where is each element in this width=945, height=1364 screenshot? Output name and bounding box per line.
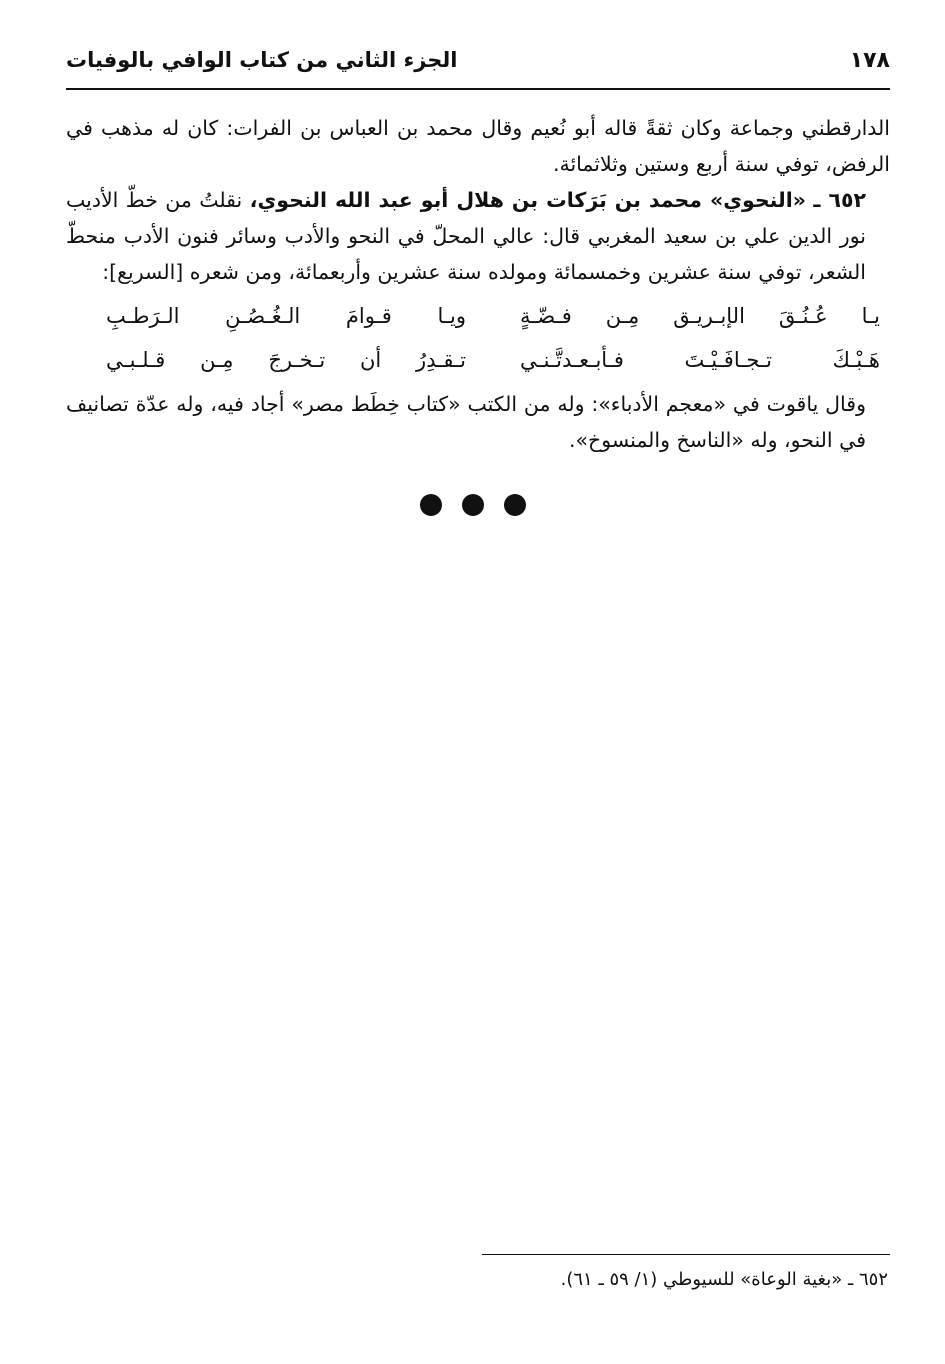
- body-text: [66, 110, 890, 458]
- hemistich-right: يـا عُـنُـقَ الإبـريـق مِـن فـضّـةٍ: [520, 304, 880, 328]
- continuation-paragraph: الدارقطني وجماعة وكان ثقةً قاله أبو نُعيم وقال محمد بن العباس بن الفرات: كان له مذهب في الرفض، توفي سنة أربع وستين وثلاثمائة.: [66, 116, 890, 176]
- entry-heading: «النحوي» محمد بن بَرَكات بن هلال أبو عبد الله النحوي،: [249, 188, 807, 212]
- poem: [66, 294, 890, 382]
- entry-number: ٦٥٢ ـ: [813, 188, 866, 212]
- page-header: [66, 46, 890, 82]
- hemistich-left: ويـا قـوامَ الـغُـصُـنِ الـرَطـبِ: [106, 304, 466, 328]
- footnote: ٦٥٢ ـ «بغية الوعاة» للسيوطي (١/ ٥٩ ـ ٦١).: [560, 1269, 888, 1290]
- closing-paragraph: وقال ياقوت في «معجم الأدباء»: وله من الكتب «كتاب خِطَط مصر» أجاد فيه، وله عدّة تصانيف في النحو، وله «الناسخ والمنسوخ».: [66, 392, 866, 452]
- hemistich-left: تـقـدِرُ أن تـخـرجَ مِـن قـلـبـي: [106, 348, 466, 372]
- section-end-ornament: [0, 494, 945, 518]
- ornament-dot: [462, 494, 484, 516]
- page-number: ١٧٨: [849, 48, 890, 73]
- poem-verse: [66, 294, 890, 338]
- ornament-dot: [504, 494, 526, 516]
- footnote-rule: [482, 1254, 890, 1255]
- poem-verse: [66, 338, 890, 382]
- ornament-dot: [420, 494, 442, 516]
- running-title: الجزء الثاني من كتاب الوافي بالوفيات: [66, 48, 458, 72]
- hemistich-right: هَـبْـكَ تـجـافَـيْـتَ فـأبـعـدتَّـنـي: [520, 348, 880, 372]
- header-rule: [66, 88, 890, 90]
- entry-paragraph: [66, 182, 890, 290]
- entry-text: نقلتُ من خطّ الأديب نور الدين علي بن سعيد المغربي قال: عالي المحلّ في النحو والأدب وسائر فنون الأدب منحطّ الشعر، توفي سنة عشرين وخمسمائة ومولده سنة عشرين وأربعمائة، ومن شعره [السريع]:: [66, 188, 866, 284]
